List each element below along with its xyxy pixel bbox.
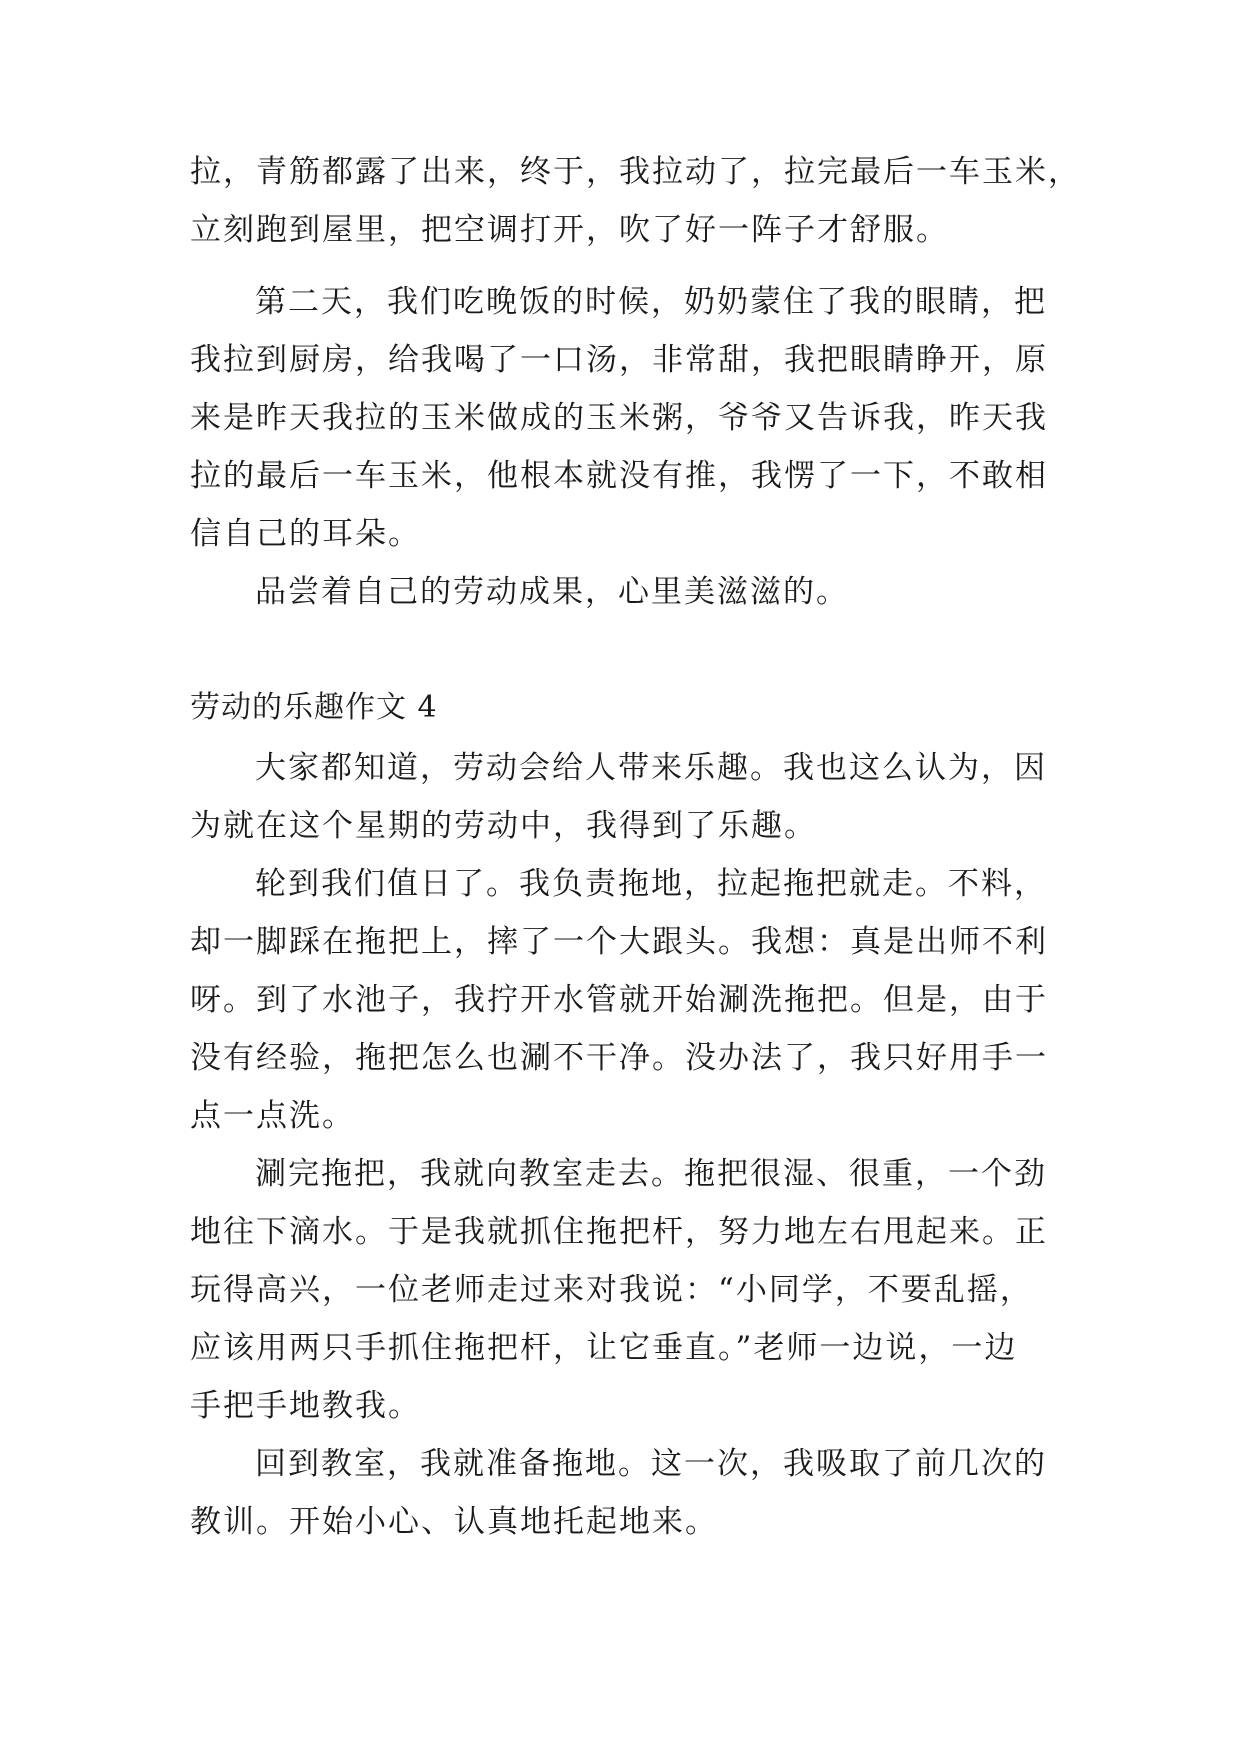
text-line: 却一脚踩在拖把上，摔了一个大跟头。我想：真是出师不利	[190, 924, 1048, 960]
text-line: 涮完拖把，我就向教室走去。拖把很湿、很重，一个劲	[255, 1156, 1047, 1192]
text-line: 轮到我们值日了。我负责拖地，拉起拖把就走。不料，	[255, 866, 1047, 902]
text-line: 第二天，我们吃晚饭的时候，奶奶蒙住了我的眼睛，把	[255, 284, 1047, 320]
text-line: 教训。开始小心、认真地托起地来。	[190, 1504, 718, 1540]
text-line: 拉，青筋都露了出来，终于，我拉动了，拉完最后一车玉米，	[190, 154, 1081, 190]
text-line: 回到教室，我就准备拖地。这一次，我吸取了前几次的	[255, 1446, 1047, 1482]
text-line: 来是昨天我拉的玉米做成的玉米粥，爷爷又告诉我，昨天我	[190, 400, 1048, 436]
text-line: 为就在这个星期的劳动中，我得到了乐趣。	[190, 808, 817, 844]
text-line: 我拉到厨房，给我喝了一口汤，非常甜，我把眼睛睁开，原	[190, 342, 1048, 378]
text-line: 信自己的耳朵。	[190, 516, 421, 552]
section-heading: 劳动的乐趣作文 4	[190, 690, 438, 725]
text-line: 品尝着自己的劳动成果，心里美滋滋的。	[255, 574, 849, 610]
text-line: 没有经验，拖把怎么也涮不干净。没办法了，我只好用手一	[190, 1040, 1048, 1076]
text-line: 立刻跑到屋里，把空调打开，吹了好一阵子才舒服。	[190, 212, 949, 248]
text-line: 手把手地教我。	[190, 1388, 421, 1424]
text-line: 地往下滴水。于是我就抓住拖把杆，努力地左右甩起来。正	[190, 1214, 1048, 1250]
text-line: 拉的最后一车玉米，他根本就没有推，我愣了一下，不敢相	[190, 458, 1048, 494]
text-line: 玩得高兴，一位老师走过来对我说：“小同学，不要乱摇，	[190, 1272, 1033, 1308]
text-line: 应该用两只手抓住拖把杆，让它垂直。”老师一边说，一边	[190, 1330, 1018, 1366]
text-line: 点一点洗。	[190, 1098, 355, 1134]
text-line: 大家都知道，劳动会给人带来乐趣。我也这么认为，因	[255, 750, 1047, 786]
text-line: 呀。到了水池子，我拧开水管就开始涮洗拖把。但是，由于	[190, 982, 1048, 1018]
